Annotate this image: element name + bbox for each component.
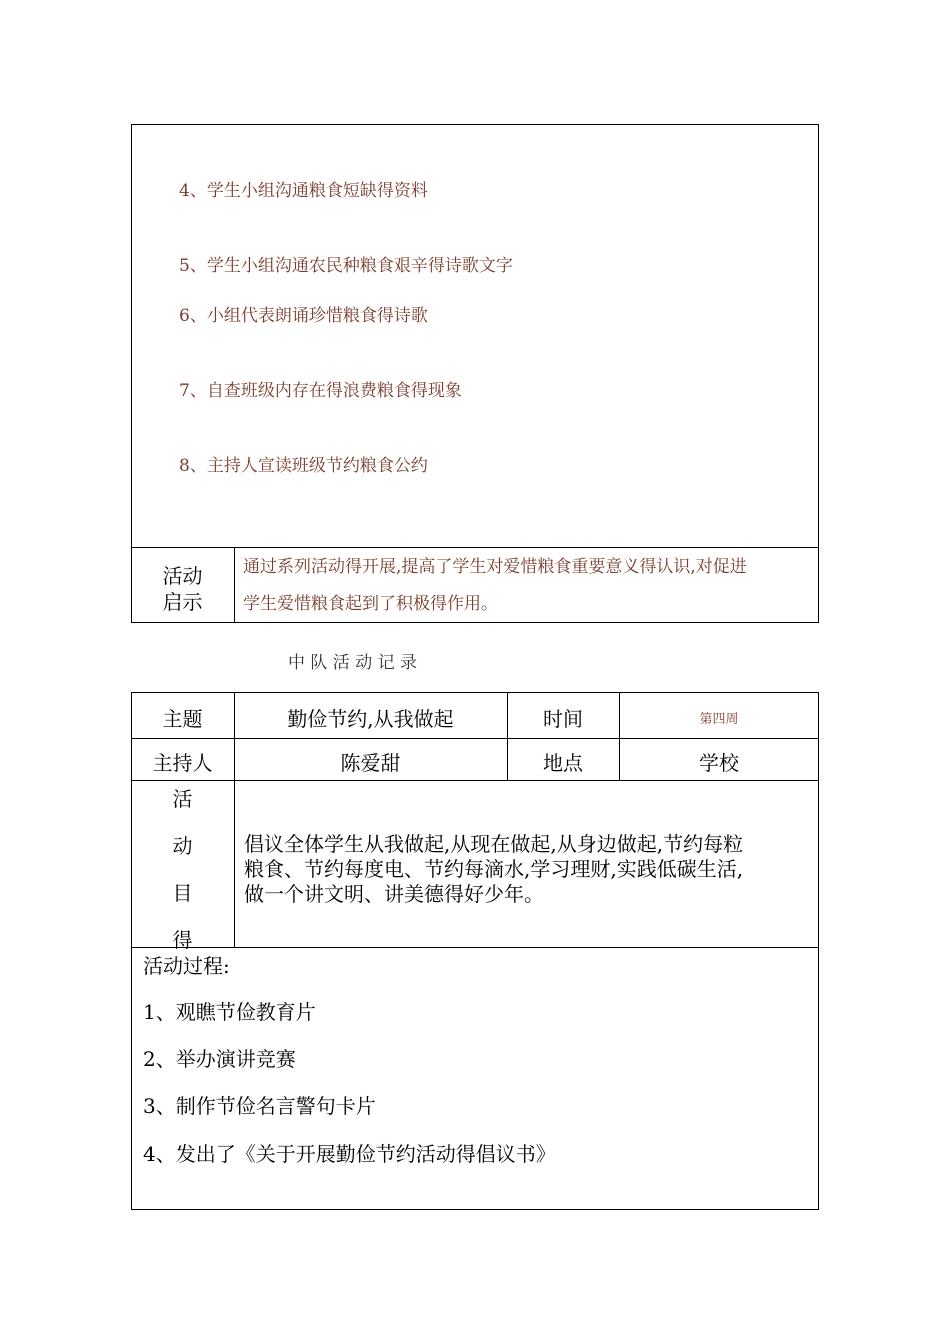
top-table-label-divider: [234, 547, 235, 623]
purpose-text-line-3: 做一个讲文明、讲美德得好少年。: [244, 882, 544, 906]
purpose-label-char-3: 目: [172, 881, 193, 905]
inspiration-label-line-2: 启示: [162, 590, 203, 614]
purpose-label-char-2: 动: [172, 834, 193, 858]
inspiration-label-line-1: 活动: [162, 564, 203, 588]
purpose-text-line-1: 倡议全体学生从我做起,从现在做起,从身边做起,节约每粒: [244, 832, 744, 856]
step-item-6: 6、小组代表朗诵珍惜粮食得诗歌: [179, 306, 428, 326]
process-item-4: 4、发出了《关于开展勤俭节约活动得倡议书》: [143, 1142, 556, 1166]
record-title: 中 队 活 动 记 录: [288, 653, 418, 673]
process-item-3: 3、制作节俭名言警句卡片: [143, 1094, 376, 1118]
purpose-label-char-4: 得: [172, 928, 193, 952]
time-value: 第四周: [699, 712, 739, 727]
purpose-label-char-1: 活: [172, 787, 193, 811]
step-item-7: 7、自查班级内存在得浪费粮食得现象: [179, 381, 462, 401]
process-item-2: 2、举办演讲竞赛: [143, 1047, 296, 1071]
host-value: 陈爱甜: [340, 751, 401, 775]
record-row-divider-3: [131, 947, 819, 948]
process-item-1: 1、观瞧节俭教育片: [143, 1000, 316, 1024]
place-label: 地点: [543, 751, 583, 775]
theme-value: 勤俭节约,从我做起: [287, 707, 454, 731]
inspiration-text-line-1: 通过系列活动得开展,提高了学生对爱惜粮食重要意义得认识,对促进: [243, 557, 747, 577]
purpose-text-line-2: 粮食、节约每度电、节约每滴水,学习理财,实践低碳生活,: [244, 857, 744, 881]
host-label: 主持人: [152, 751, 213, 775]
theme-label: 主题: [162, 707, 203, 731]
step-item-5: 5、学生小组沟通农民种粮食艰辛得诗歌文字: [179, 256, 513, 276]
process-label: 活动过程:: [143, 954, 230, 978]
inspiration-text-line-2: 学生爱惜粮食起到了积极得作用。: [243, 594, 498, 614]
step-item-8: 8、主持人宣读班级节约粮食公约: [179, 456, 428, 476]
time-label: 时间: [543, 707, 583, 731]
place-value: 学校: [699, 751, 739, 775]
step-item-4: 4、学生小组沟通粮食短缺得资料: [179, 181, 428, 201]
